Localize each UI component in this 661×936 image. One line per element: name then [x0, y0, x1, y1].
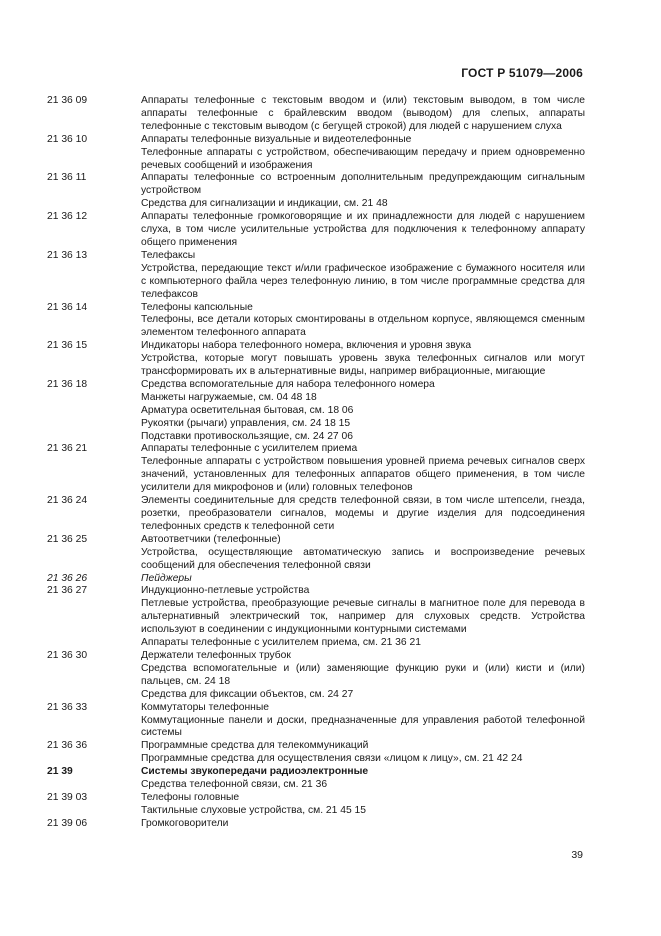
entry-21-36-26 — [47, 573, 585, 586]
entry-text: Телефонные аппараты с устройством повышения уровней приема речевых сигналов сверх значений, установленных для телефонных аппаратов общего применения, в том числе усилители для микрофонов и (или) головных телефонов — [141, 456, 585, 494]
entry-text: Устройства, которые могут повышать уровень звука телефонных сигналов или могут трансформировать их в альтернативные виды, например вибрационные, мигающие — [141, 353, 585, 378]
entry-body — [141, 585, 585, 650]
entry-text: Средства для фиксации объектов, см. 24 27 — [141, 688, 354, 700]
entry-title: Автоответчики (телефонные) — [141, 533, 281, 545]
entry-21-36-36 — [47, 740, 585, 766]
entry-code: 21 36 12 — [47, 211, 88, 223]
entry-21-36-27 — [47, 585, 585, 650]
entry-code: 21 39 — [47, 766, 73, 778]
entry-body — [141, 340, 585, 379]
entry-text: Средства вспомогательные и (или) заменяющие функцию руки и (или) кисти и (или) пальцев, см. 24 18 — [141, 662, 585, 687]
entry-text: Устройства, осуществляющие автоматическую запись и воспроизведение речевых сообщений для обеспечения телефонной связи — [141, 546, 585, 571]
entry-code: 21 36 13 — [47, 249, 88, 261]
page-number: 39 — [571, 849, 583, 861]
classification-list — [47, 95, 585, 831]
entry-text: Программные средства для осуществления связи «лицом к лицу», см. 21 42 24 — [141, 753, 523, 765]
entry-text: Средства для сигнализации и индикации, см. 21 48 — [141, 198, 388, 210]
entry-code: 21 39 03 — [47, 791, 88, 803]
entry-21-36-21 — [47, 443, 585, 495]
entry-21-36-13 — [47, 250, 585, 302]
entry-title: Элементы соединительные для средств телефонной связи, в том числе штепсели, гнезда, розетки, преобразователи сигналов, модемы и другие изделия для подсоединения телефонных средств к телефонной сети — [141, 495, 585, 532]
entry-21-39 — [47, 766, 585, 792]
entry-21-36-10 — [47, 134, 585, 173]
entry-text: Аппараты телефонные с усилителем приема, см. 21 36 21 — [141, 637, 421, 649]
entry-body — [141, 818, 585, 831]
entry-code: 21 36 10 — [47, 133, 88, 145]
document-header: ГОСТ Р 51079—2006 — [461, 66, 583, 80]
entry-title: Держатели телефонных трубок — [141, 649, 291, 661]
entry-text: Петлевые устройства, преобразующие речевые сигналы в магнитное поле для перевода в альтернативный электрический ток, например для слуховых средств. Устройства используют в соединении с индукционными контурными системами — [141, 598, 585, 636]
entry-title: Программные средства для телекоммуникаций — [141, 740, 369, 752]
entry-code: 21 36 26 — [47, 572, 88, 584]
entry-text: Телефоны, все детали которых смонтированы в отдельном корпусе, являющемся сменным элементом телефонного аппарата — [141, 314, 585, 339]
entry-21-36-14 — [47, 302, 585, 341]
entry-title: Индикаторы набора телефонного номера, включения и уровня звука — [141, 340, 472, 352]
entry-title: Системы звукопередачи радиоэлектронные — [141, 766, 369, 778]
entry-code: 21 39 06 — [47, 817, 88, 829]
entry-text: Коммутационные панели и доски, предназначенные для управления работой телефонной системы — [141, 714, 585, 739]
entry-21-36-09 — [47, 95, 585, 134]
entry-code: 21 36 24 — [47, 495, 88, 507]
entry-21-36-12 — [47, 211, 585, 250]
entry-21-36-30 — [47, 650, 585, 702]
entry-body — [141, 443, 585, 495]
entry-21-36-24 — [47, 495, 585, 534]
entry-body — [141, 740, 585, 766]
entry-title: Телефоны капсюльные — [141, 301, 253, 313]
entry-body — [141, 172, 585, 211]
entry-title: Аппараты телефонные с текстовым вводом и (или) текстовым выводом, в том числе аппараты телефонные с брайлевским вводом (выводом) для слепых, аппараты телефонные с текстовым выводом (с бегущей строкой) для людей с нарушением слуха — [141, 95, 585, 132]
entry-title: Телефоны головные — [141, 791, 240, 803]
entry-body — [141, 792, 585, 818]
entry-title: Аппараты телефонные громкоговорящие и их принадлежности для людей с нарушением слуха, в том числе усилительные устройства для подключения к телефонному аппарату общего применения — [141, 211, 585, 248]
entry-title: Аппараты телефонные с усилителем приема — [141, 443, 358, 455]
entry-code: 21 36 18 — [47, 378, 88, 390]
entry-title: Аппараты телефонные визуальные и видеотелефонные — [141, 133, 412, 145]
entry-code: 21 36 14 — [47, 301, 88, 313]
entry-text: Средства телефонной связи, см. 21 36 — [141, 779, 328, 791]
entry-21-36-15 — [47, 340, 585, 379]
entry-text: Рукоятки (рычаги) управления, см. 24 18 15 — [141, 417, 351, 429]
entry-text: Манжеты нагружаемые, см. 04 48 18 — [141, 391, 317, 403]
entry-code: 21 36 30 — [47, 649, 88, 661]
entry-21-39-03 — [47, 792, 585, 818]
entry-body — [141, 650, 585, 702]
entry-21-36-11 — [47, 172, 585, 211]
entry-text: Тактильные слуховые устройства, см. 21 45 15 — [141, 804, 367, 816]
entry-body — [141, 95, 585, 134]
entry-21-39-06 — [47, 818, 585, 831]
entry-text: Устройства, передающие текст и/или графическое изображение с бумажного носителя или с компьютерного файла через телефонную линию, в том числе программные средства для телефаксов — [141, 262, 585, 300]
entry-title: Средства вспомогательные для набора телефонного номера — [141, 378, 435, 390]
entry-title: Индукционно-петлевые устройства — [141, 585, 310, 597]
entry-text: Арматура осветительная бытовая, см. 18 06 — [141, 404, 354, 416]
entry-21-36-33 — [47, 702, 585, 741]
entry-text: Подставки противоскользящие, см. 24 27 06 — [141, 430, 353, 442]
entry-body — [141, 495, 585, 534]
entry-code: 21 36 27 — [47, 585, 88, 597]
entry-body — [141, 134, 585, 173]
entry-code: 21 36 15 — [47, 340, 88, 352]
entry-code: 21 36 11 — [47, 172, 87, 184]
entry-21-36-18 — [47, 379, 585, 444]
entry-body — [141, 379, 585, 444]
entry-title: Аппараты телефонные со встроенным дополнительным предупреждающим сигнальным устройством — [141, 172, 585, 197]
entry-title: Пейджеры — [141, 572, 192, 584]
entry-body — [141, 766, 585, 792]
entry-body — [141, 302, 585, 341]
entry-body — [141, 534, 585, 573]
entry-title: Коммутаторы телефонные — [141, 701, 269, 713]
entry-code: 21 36 09 — [47, 95, 88, 106]
entry-code: 21 36 21 — [47, 443, 88, 455]
entry-code: 21 36 36 — [47, 740, 88, 752]
entry-code: 21 36 25 — [47, 533, 88, 545]
entry-body — [141, 702, 585, 741]
entry-21-36-25 — [47, 534, 585, 573]
entry-body — [141, 211, 585, 250]
entry-body — [141, 573, 585, 586]
entry-body — [141, 250, 585, 302]
entry-title: Громкоговорители — [141, 817, 229, 829]
entry-title: Телефаксы — [141, 249, 196, 261]
entry-code: 21 36 33 — [47, 701, 88, 713]
entry-text: Телефонные аппараты с устройством, обеспечивающим передачу и прием одновременно речевых сообщений и изображения — [141, 146, 585, 171]
